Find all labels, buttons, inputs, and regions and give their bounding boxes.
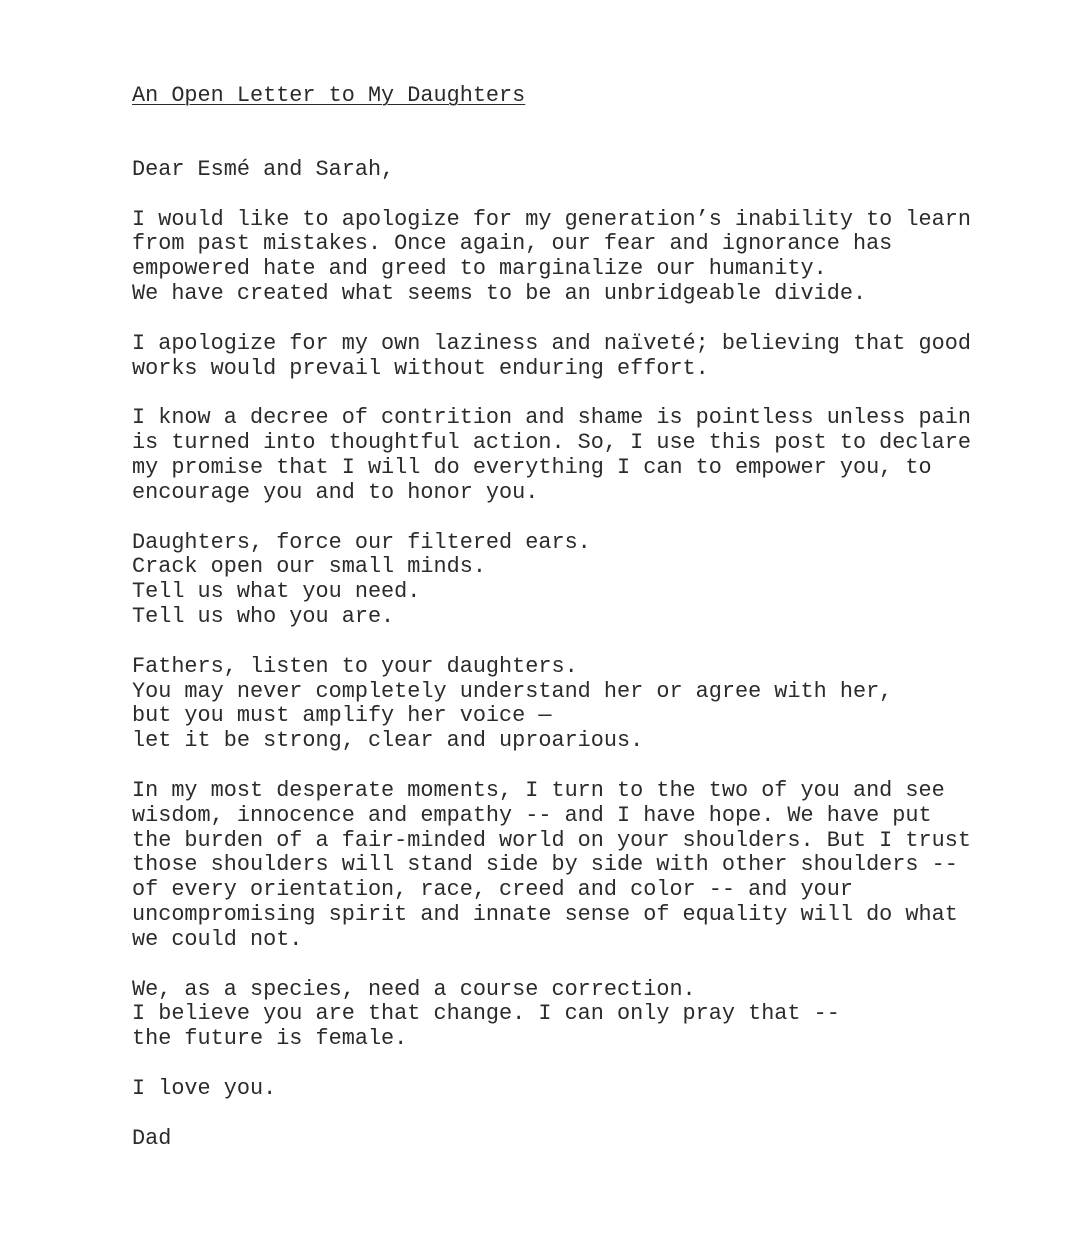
paragraph-line: the future is female.	[132, 1026, 408, 1052]
paragraph-apology-self	[132, 332, 1032, 382]
paragraph-line: we could not.	[132, 926, 303, 952]
paragraph-line: Fathers, listen to your daughters.	[132, 653, 578, 679]
paragraph-love	[132, 1077, 1032, 1102]
signature: Dad	[132, 1125, 172, 1151]
paragraph-line: my promise that I will do everything I can to empower you, to	[132, 454, 932, 480]
paragraph-line: but you must amplify her voice —	[132, 703, 552, 729]
paragraph-hope	[132, 779, 1032, 953]
paragraph-daughters	[132, 531, 1032, 630]
paragraph-line: wisdom, innocence and empathy -- and I have hope. We have put	[132, 802, 932, 828]
paragraph-line: encourage you and to honor you.	[132, 479, 539, 505]
paragraph-line: of every orientation, race, creed and color -- and your	[132, 877, 853, 903]
salutation: Dear Esmé and Sarah,	[132, 156, 395, 182]
paragraph-line: I love you.	[132, 1075, 277, 1101]
paragraph-line: We have created what seems to be an unbridgeable divide.	[132, 280, 867, 306]
paragraph-line: Tell us who you are.	[132, 603, 395, 629]
letter-title: An Open Letter to My Daughters	[132, 83, 526, 108]
letter-title-wrapper	[132, 84, 1032, 109]
paragraph-line: those shoulders will stand side by side with other shoulders --	[132, 852, 958, 878]
paragraph-line: I know a decree of contrition and shame is pointless unless pain	[132, 405, 971, 431]
paragraph-line: You may never completely understand her or agree with her,	[132, 678, 893, 704]
paragraph-line: is turned into thoughtful action. So, I use this post to declare	[132, 430, 971, 456]
paragraph-apology-generation	[132, 208, 1032, 307]
paragraph-fathers	[132, 655, 1032, 754]
paragraph-line: I apologize for my own laziness and naïveté; believing that good	[132, 330, 971, 356]
paragraph-line: I would like to apologize for my generation’s inability to learn	[132, 206, 971, 232]
paragraph-line: from past mistakes. Once again, our fear and ignorance has	[132, 231, 893, 257]
paragraph-line: Crack open our small minds.	[132, 554, 486, 580]
paragraph-line: uncompromising spirit and innate sense of equality will do what	[132, 901, 958, 927]
paragraph-promise	[132, 406, 1032, 505]
paragraph-line: Tell us what you need.	[132, 579, 421, 605]
paragraph-line: the burden of a fair-minded world on your shoulders. But I trust	[132, 827, 971, 853]
paragraph-line: empowered hate and greed to marginalize our humanity.	[132, 256, 827, 282]
paragraph-line: In my most desperate moments, I turn to the two of you and see	[132, 777, 945, 803]
paragraph-line: We, as a species, need a course correction.	[132, 976, 696, 1002]
paragraph-line: let it be strong, clear and uproarious.	[132, 728, 644, 754]
paragraph-line: I believe you are that change. I can only pray that --	[132, 1001, 840, 1027]
letter-body	[132, 84, 1032, 1152]
paragraph-line: works would prevail without enduring effort.	[132, 355, 709, 381]
paragraph-course-correction	[132, 978, 1032, 1052]
paragraph-line: Daughters, force our filtered ears.	[132, 529, 591, 555]
